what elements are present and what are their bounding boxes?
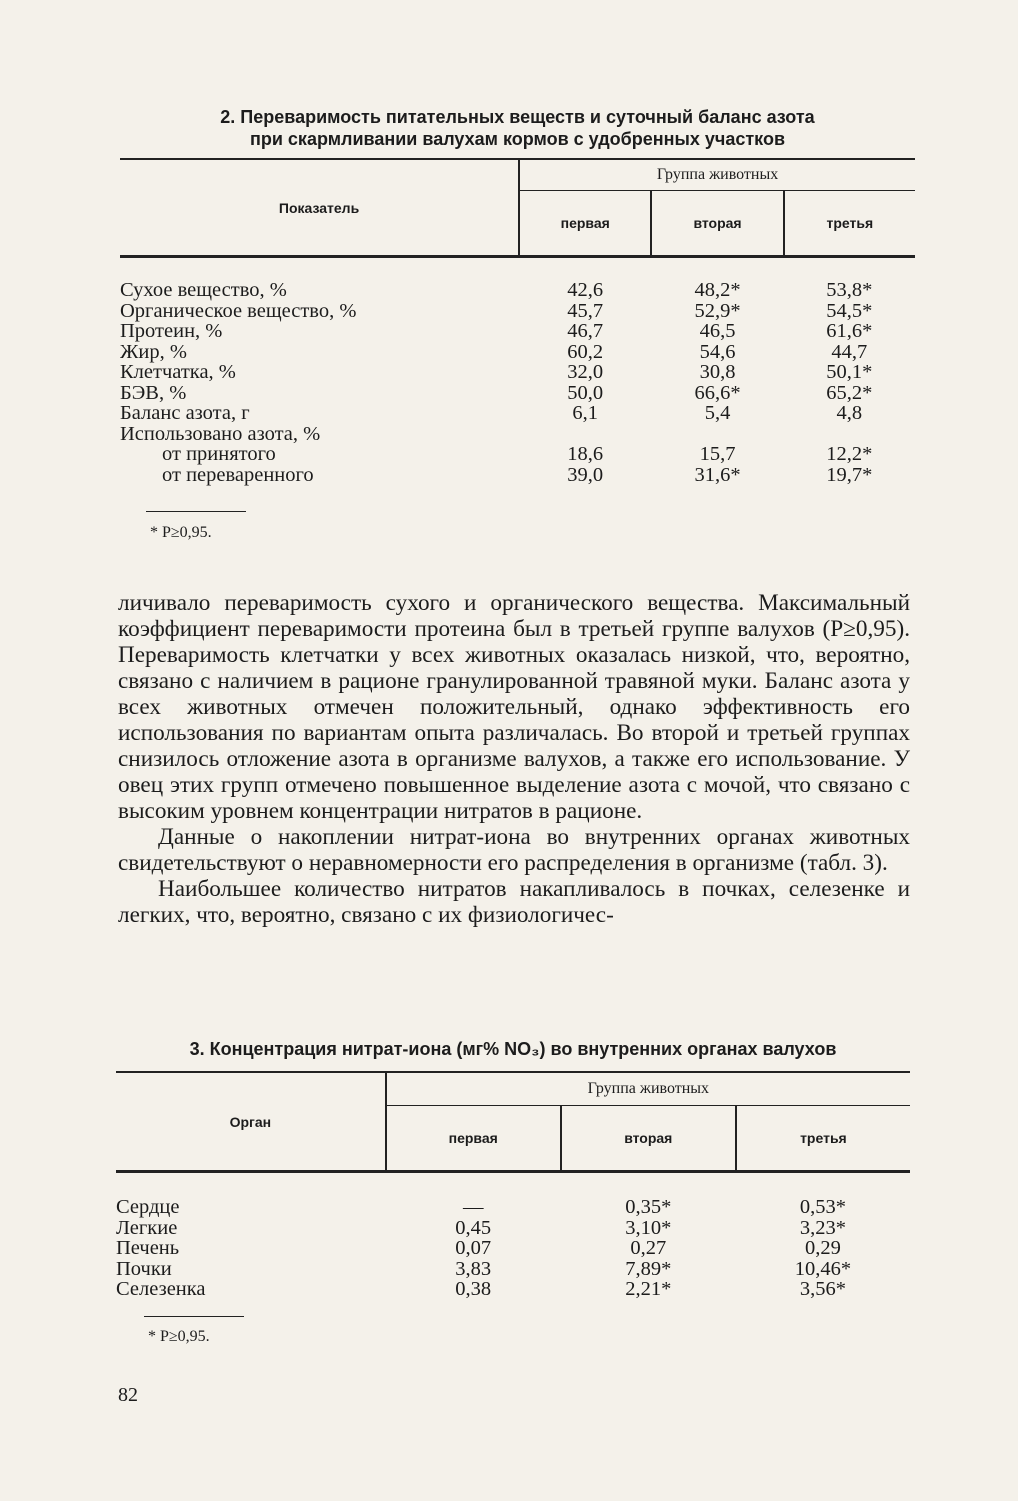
cell-second: 5,4 — [704, 402, 731, 424]
cell-third: 3,56* — [799, 1278, 846, 1300]
cell-first: — — [462, 1196, 484, 1218]
table3-label-header: Орган — [116, 1073, 386, 1172]
cell-first: 32,0 — [567, 361, 604, 383]
cell-second: 31,6* — [694, 463, 741, 486]
paragraph: Наибольшее количество нитратов накапливалось в почках, селезенке и легких, что, вероятно, связано с их физиологичес- — [118, 876, 910, 928]
row-label: Баланс азота, г — [120, 402, 250, 424]
cell-second: 66,6* — [694, 381, 741, 404]
table-row — [120, 280, 915, 301]
footnote-rule — [144, 1316, 244, 1317]
table-row — [116, 1238, 910, 1259]
table3-col-third: третья — [800, 1130, 847, 1146]
table2-group-header: Группа животных — [519, 160, 915, 191]
cell-third: 0,53* — [799, 1196, 846, 1218]
table-row — [116, 1279, 910, 1300]
row-label: от принятого — [162, 443, 276, 465]
cell-second: 3,10* — [625, 1216, 672, 1239]
cell-first: 18,6 — [567, 443, 604, 465]
row-label: Сухое вещество, % — [120, 279, 287, 301]
table-row — [116, 1259, 910, 1280]
row-label: Сердце — [116, 1196, 180, 1218]
row-label: Почки — [116, 1257, 172, 1280]
cell-first: 60,2 — [567, 340, 604, 363]
footnote-rule — [146, 511, 246, 512]
paragraph: личивало переваримость сухого и органического вещества. Максимальный коэффициент переваримости протеина был в третьей группе валухов (P≥0,95). Переваримость клетчатки у всех животных оказалась низкой, что, вероятно, связано с наличием в рационе гранулированной травяной муки. Баланс азота у всех животных отмечен положительный, однако эффективность его использования по вариантам опыта различалась. Во второй и третьей группах снизилось отложение азота в организме валухов, а также его использование. У овец этих групп отмечено повышенное выделение азота с мочой, что связано с высоким уровнем концентрации нитратов в рационе. — [118, 590, 910, 824]
cell-first: 42,6 — [567, 279, 604, 301]
row-label: Клетчатка, % — [120, 361, 236, 383]
table2-caption-line2: при скармливании валухам кормов с удобренных участков — [249, 129, 786, 149]
table-row — [120, 321, 915, 342]
cell-third: 19,7* — [826, 463, 873, 486]
cell-second: 0,35* — [625, 1196, 672, 1218]
cell-third: 0,29 — [804, 1237, 841, 1259]
row-label: Селезенка — [116, 1278, 206, 1300]
row-label: Органическое вещество, % — [120, 299, 357, 322]
table-row — [120, 362, 915, 383]
cell-second: 2,21* — [625, 1278, 672, 1300]
table3-group-header: Группа животных — [386, 1073, 910, 1106]
table-row — [120, 342, 915, 363]
nitrate-table — [116, 1071, 910, 1300]
row-label: Печень — [116, 1237, 180, 1259]
table2-caption-line1: 2. Переваримость питательных веществ и суточный баланс азота — [220, 107, 815, 127]
table3-footnote: * P≥0,95. — [148, 1328, 210, 1345]
table-row — [120, 301, 915, 322]
cell-first: 0,45 — [455, 1216, 492, 1239]
table2-col-third: третья — [826, 215, 874, 231]
table3-caption: 3. Концентрация нитрат-иона (мг% NO₃) во внутренних органах валухов — [189, 1039, 837, 1059]
table2-footnote: * P≥0,95. — [150, 524, 212, 541]
row-label: БЭВ, % — [120, 381, 187, 404]
cell-first: 0,07 — [455, 1237, 492, 1259]
row-label: от переваренного — [162, 463, 314, 486]
cell-first: 39,0 — [567, 463, 604, 486]
cell-third: 4,8 — [836, 402, 863, 424]
cell-first: 50,0 — [567, 381, 604, 404]
cell-third: 10,46* — [794, 1257, 852, 1280]
cell-second: 48,2* — [694, 279, 741, 301]
cell-second: 15,7 — [699, 443, 736, 465]
table-row — [120, 383, 915, 404]
row-label: Легкие — [116, 1216, 178, 1239]
table-row — [120, 444, 915, 465]
cell-second: 0,27 — [630, 1237, 667, 1259]
cell-third: 50,1* — [826, 361, 873, 383]
cell-first: 46,7 — [567, 320, 604, 342]
table-row — [120, 465, 915, 486]
cell-third: 65,2* — [826, 381, 873, 404]
page-number: 82 — [118, 1384, 138, 1406]
cell-first: 3,83 — [455, 1257, 492, 1280]
cell-third: 44,7 — [831, 340, 868, 363]
cell-third: 61,6* — [826, 320, 873, 342]
table2-label-header: Показатель — [120, 160, 519, 257]
cell-second: 52,9* — [694, 299, 741, 322]
table3-col-second: вторая — [561, 1106, 736, 1172]
table2-caption — [120, 106, 915, 150]
digestibility-table — [120, 158, 915, 485]
cell-first: 45,7 — [567, 299, 604, 322]
cell-first — [519, 424, 651, 445]
cell-third — [784, 424, 915, 445]
table-row — [116, 1218, 910, 1239]
cell-first: 0,38 — [455, 1278, 492, 1300]
cell-second: 30,8 — [699, 361, 736, 383]
table2-col-first: первая — [560, 215, 610, 231]
cell-third: 53,8* — [826, 279, 873, 301]
row-label: Использовано азота, % — [120, 422, 321, 445]
table-row — [120, 424, 915, 445]
cell-second — [651, 424, 783, 445]
row-label: Жир, % — [120, 340, 187, 363]
cell-third: 54,5* — [826, 299, 873, 322]
row-label: Протеин, % — [120, 320, 223, 342]
table-row — [120, 403, 915, 424]
cell-second: 7,89* — [625, 1257, 672, 1280]
cell-second: 46,5 — [699, 320, 736, 342]
body-text — [118, 590, 910, 928]
cell-third: 3,23* — [799, 1216, 846, 1239]
cell-third: 12,2* — [826, 443, 873, 465]
cell-first: 6,1 — [572, 402, 599, 424]
table-row — [116, 1197, 910, 1218]
table3-col-first: первая — [448, 1130, 498, 1146]
paragraph: Данные о накоплении нитрат-иона во внутренних органах животных свидетельствуют о неравномерности его распределения в организме (табл. 3). — [118, 824, 910, 876]
cell-second: 54,6 — [699, 340, 736, 363]
table2-col-second: вторая — [651, 191, 783, 257]
